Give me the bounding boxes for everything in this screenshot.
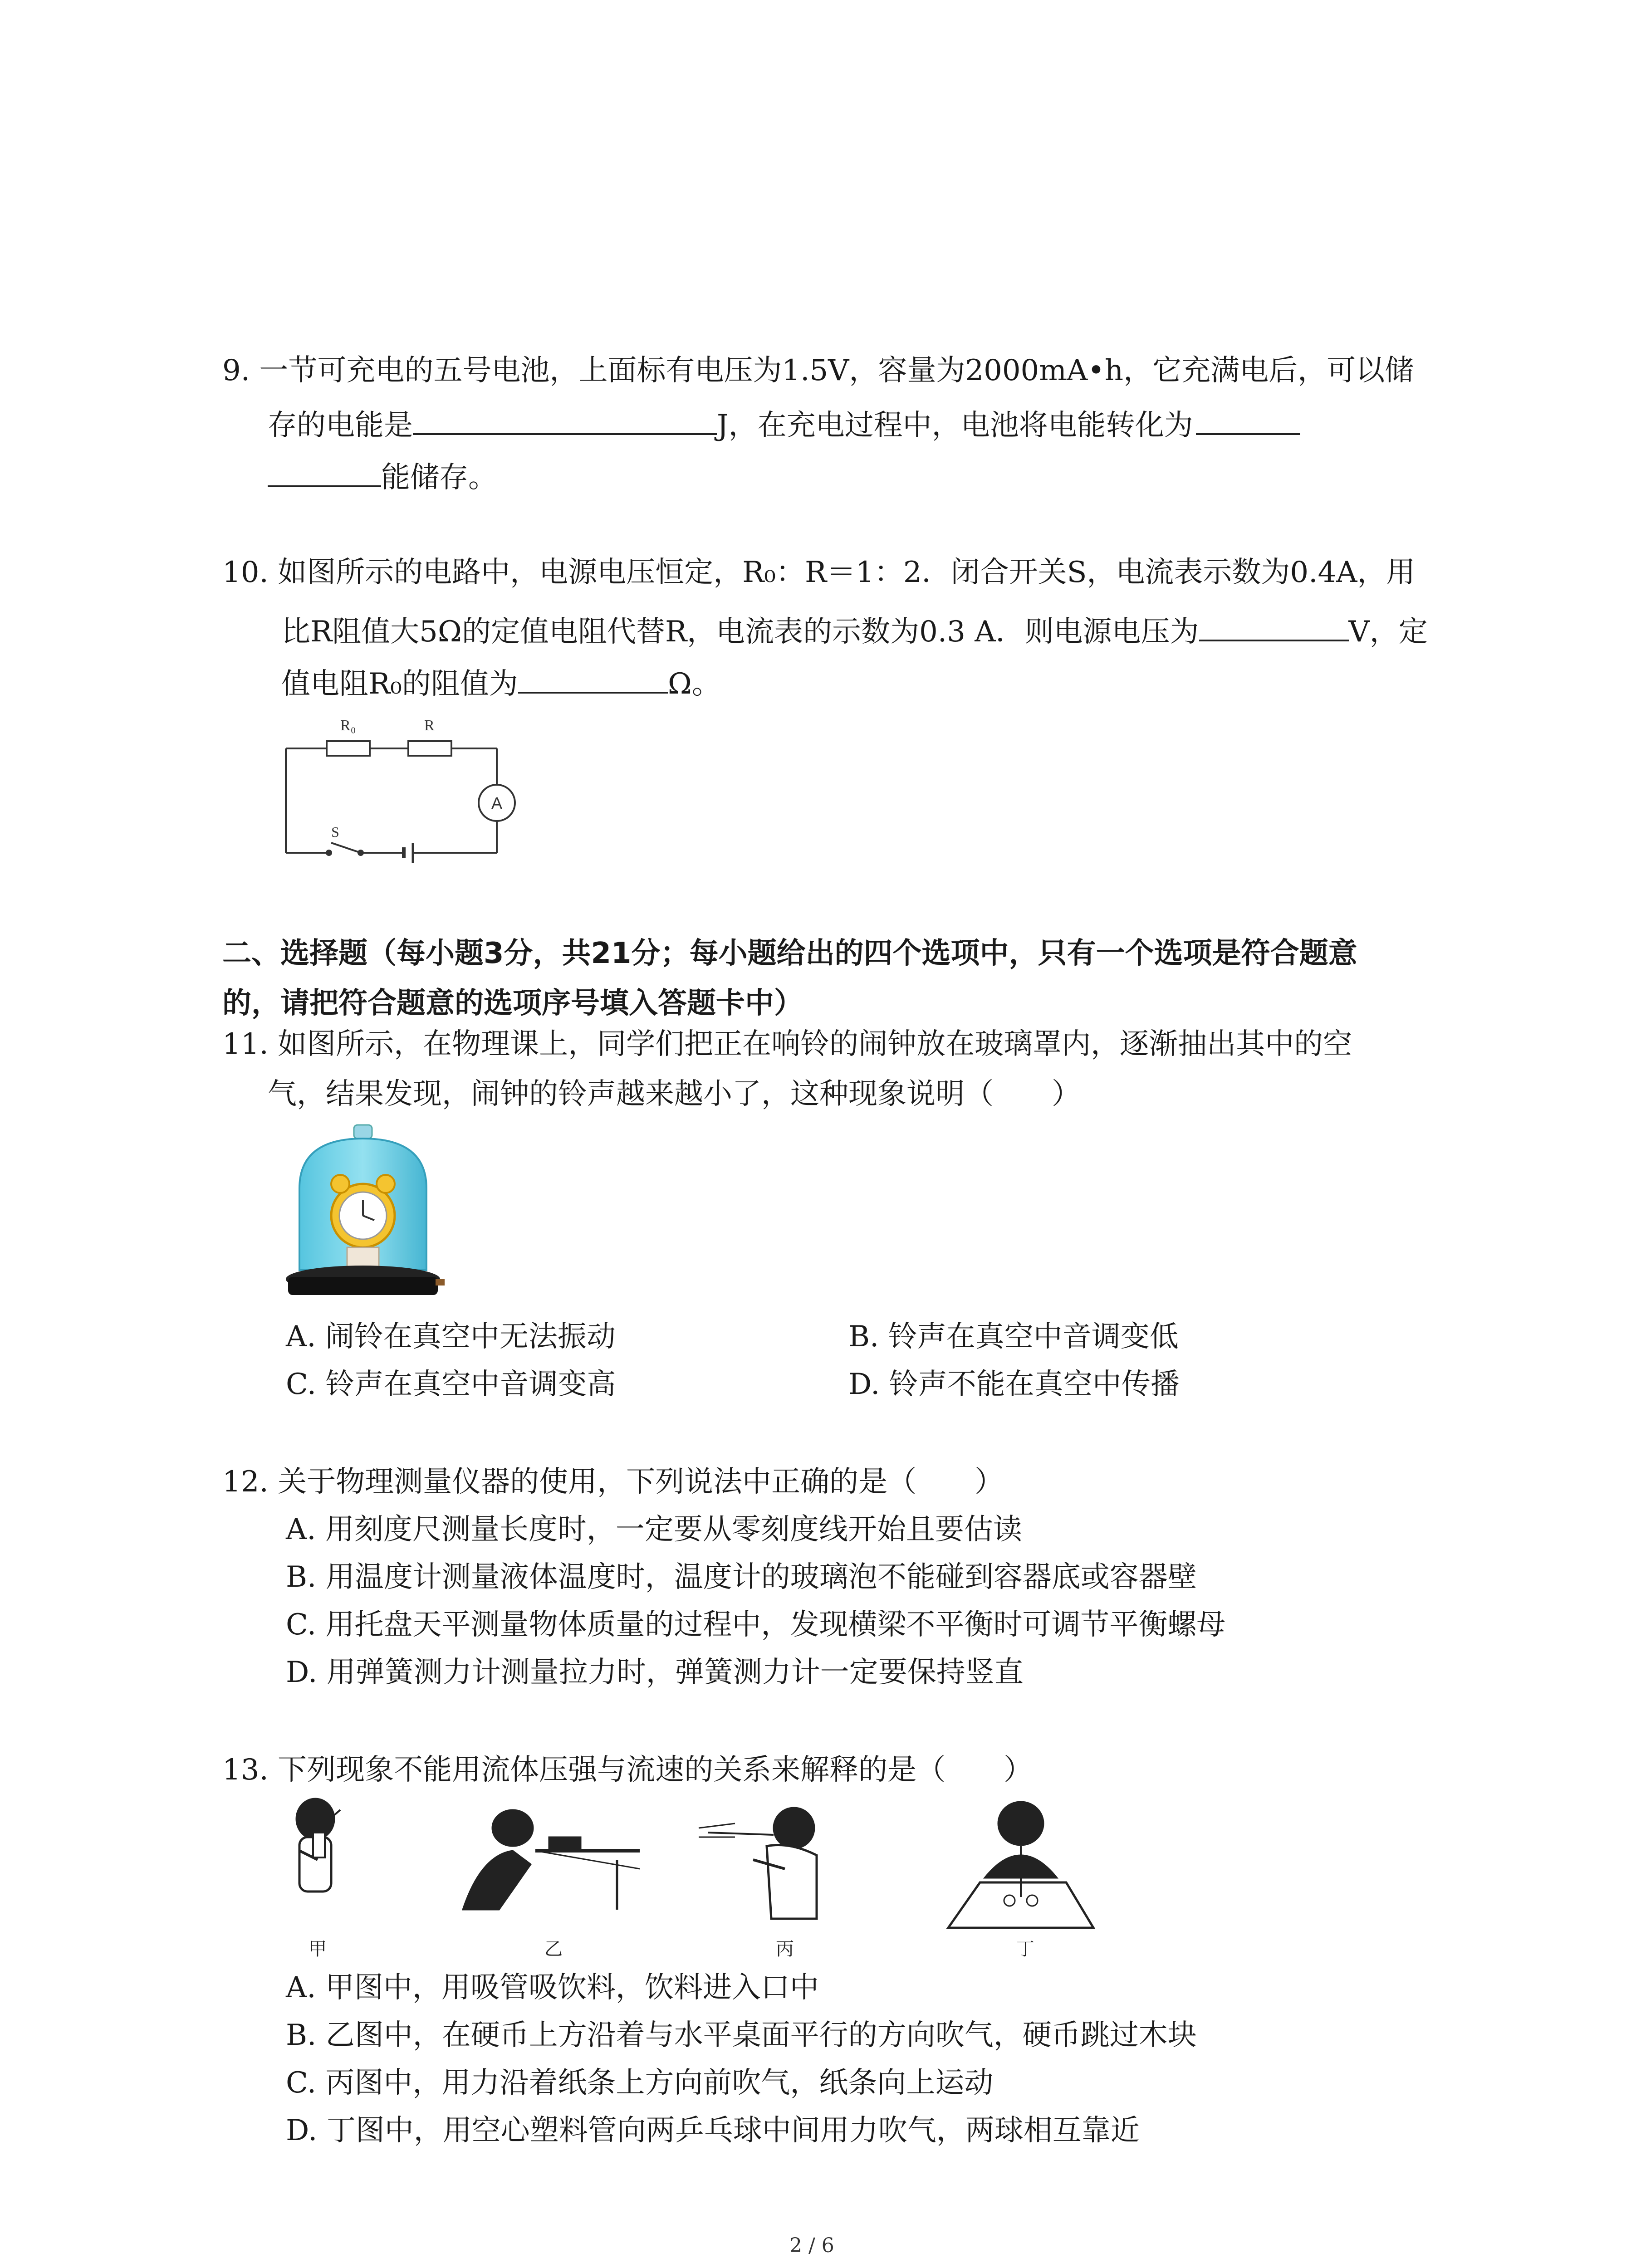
q12-option-c[interactable]: C. 用托盘天平测量物体质量的过程中，发现横梁不平衡时可调节平衡螺母 [286,1608,1226,1642]
q11-option-a[interactable]: A. 闹铃在真空中无法振动 [286,1320,616,1354]
illustration-ding [948,1802,1093,1928]
q12-stem: 12. 关于物理测量仪器的使用，下列说法中正确的是（ ） [222,1465,1004,1499]
switch-icon [331,843,361,853]
q13-illustrations [272,1792,1180,1964]
q13-stem: 13. 下列现象不能用流体压强与流速的关系来解释的是（ ） [222,1753,1033,1787]
q10-blank-voltage[interactable] [1199,612,1349,641]
q10-blank-r0[interactable] [518,665,668,694]
q10-line2-b: V，定 [1348,615,1428,649]
q12-option-d[interactable]: D. 用弹簧测力计测量拉力时，弹簧测力计一定要保持竖直 [286,1656,1024,1689]
q9-line2-a: 存的电能是 [268,409,413,442]
resistor-r0 [327,741,370,756]
label-switch: S [331,824,339,840]
section2-heading-line1: 二、选择题（每小题3分，共21分；每小题给出的四个选项中，只有一个选项是符合题意 [222,937,1357,970]
q9-blank-form1[interactable] [1196,406,1300,435]
q10-line2 [281,612,1428,649]
caption-jia: 甲 [309,1939,327,1960]
q10-line3 [281,665,721,699]
q13-option-b[interactable]: B. 乙图中，在硬币上方沿着与水平桌面平行的方向吹气，硬币跳过木块 [286,2019,1197,2052]
q9-line3 [268,458,497,492]
q11-line2: 气，结果发现，闹钟的铃声越来越小了，这种现象说明（ ） [268,1077,1081,1111]
q11-line1: 11. 如图所示，在物理课上，同学们把正在响铃的闹钟放在玻璃罩内，逐渐抽出其中的空 [222,1027,1352,1061]
label-r: R [424,717,435,734]
caption-ding: 丁 [1016,1939,1034,1960]
caption-bing: 丙 [776,1939,794,1960]
q10-line3-a: 值电阻R₀的阻值为 [281,667,518,701]
q9-line2 [268,406,1300,440]
q10-line1: 10. 如图所示的电路中，电源电压恒定，R₀：R＝1：2．闭合开关S，电流表示数为0.4A，用 [222,556,1416,589]
bell-jar-alarm-clock-image [281,1120,445,1311]
q9-line3-text: 能储存。 [381,461,497,494]
q13-option-d[interactable]: D. 丁图中，用空心塑料管向两乒乓球中间用力吹气，两球相互靠近 [286,2114,1140,2147]
q9-line2-b: J，在充电过程中，电池将电能转化为 [717,409,1193,442]
illustration-jia [296,1799,340,1892]
q13-option-c[interactable]: C. 丙图中，用力沿着纸条上方向前吹气，纸条向上运动 [286,2066,994,2100]
q10-line2-a: 比R阻值大5Ω的定值电阻代替R，电流表的示数为0.3 A．则电源电压为 [281,615,1199,649]
section2-heading-line2: 的，请把符合题意的选项序号填入答题卡中） [222,987,803,1020]
q9-blank-energy[interactable] [413,406,717,435]
q9-line1: 9. 一节可充电的五号电池，上面标有电压为1.5V，容量为2000mA•h，它充满电后，可以储 [222,354,1414,387]
q9-blank-form2[interactable] [268,458,381,487]
q13-option-a[interactable]: A. 甲图中，用吸管吸饮料，饮料进入口中 [286,1971,819,2004]
q12-option-a[interactable]: A. 用刻度尺测量长度时，一定要从零刻度线开始且要估读 [286,1513,1022,1546]
q11-option-b[interactable]: B. 铃声在真空中音调变低 [848,1320,1179,1354]
q12-option-b[interactable]: B. 用温度计测量液体温度时，温度计的玻璃泡不能碰到容器底或容器壁 [286,1560,1197,1594]
caption-yi: 乙 [544,1939,563,1960]
resistor-r [408,741,451,756]
illustration-bing [699,1808,817,1919]
label-ammeter: A [491,794,503,812]
q10-line3-b: Ω。 [667,667,721,701]
page-number: 2 / 6 [789,2234,834,2257]
circuit-diagram [272,708,526,871]
label-r0: R₀ [340,717,356,734]
q11-option-d[interactable]: D. 铃声不能在真空中传播 [848,1368,1180,1401]
illustration-yi [463,1810,640,1910]
q11-option-c[interactable]: C. 铃声在真空中音调变高 [286,1368,616,1401]
